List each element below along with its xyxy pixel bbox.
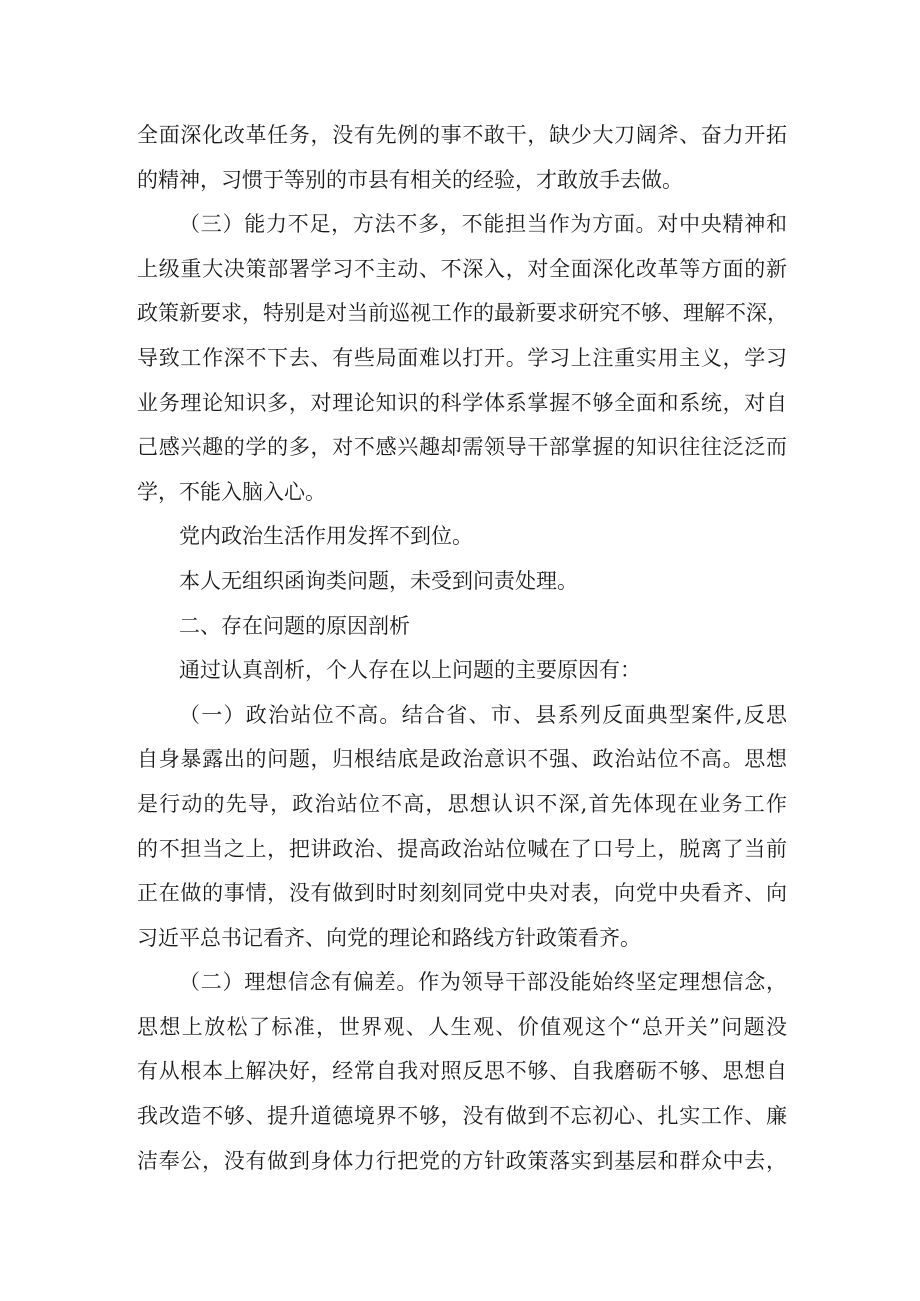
text-line: 全面深化改革任务，没有先例的事不敢干，缺少大刀阔斧、奋力开拓 (137, 123, 787, 147)
text-line: （二）理想信念有偏差。作为领导干部没能始终坚定理想信念， (179, 970, 787, 995)
paragraph-1 (137, 113, 787, 202)
text-line: （三）能力不足，方法不多，不能担当作为方面。对中央精神和 (179, 212, 787, 237)
text-line: 业务理论知识多，对理论知识的科学体系掌握不够全面和系统，对自 (137, 390, 787, 415)
text-line: 思想上放松了标准，世界观、人生观、价值观这个“总开关”问题没 (137, 1014, 787, 1039)
text-line: 导致工作深不下去、有些局面难以打开。学习上注重实用主义，学习 (137, 345, 787, 370)
text-line: 正在做的事情，没有做到时时刻刻同党中央对表，向党中央看齐、向 (137, 881, 787, 906)
text-line: 通过认真剖析，个人存在以上问题的主要原因有： (179, 658, 641, 683)
section-heading (137, 604, 787, 649)
text-line: 本人无组织函询类问题，未受到问责处理。 (179, 568, 578, 593)
paragraph-7 (137, 693, 787, 961)
text-line: 的精神，习惯于等别的市县有相关的经验，才敢放手去做。 (137, 167, 683, 192)
text-line: 的不担当之上，把讲政治、提高政治站位喊在了口号上，脱离了当前 (137, 836, 787, 861)
paragraph-3 (137, 514, 787, 559)
text-line: 学，不能入脑入心。 (137, 479, 326, 504)
text-line: 自身暴露出的问题，归根结底是政治意识不强、政治站位不高。思想 (137, 747, 787, 772)
text-line: 己感兴趣的学的多，对不感兴趣却需领导干部掌握的知识往往泛泛而 (137, 435, 787, 460)
paragraph-6 (137, 648, 787, 693)
text-line: 洁奉公，没有做到身体力行把党的方针政策落实到基层和群众中去， (137, 1148, 787, 1173)
document-body (137, 113, 787, 1183)
text-line: （一）政治站位不高。结合省、市、县系列反面典型案件,反思 (179, 702, 787, 727)
text-line: 有从根本上解决好，经常自我对照反思不够、自我磨砺不够、思想自 (137, 1059, 787, 1084)
text-line: 党内政治生活作用发挥不到位。 (179, 524, 473, 549)
paragraph-4 (137, 559, 787, 604)
text-line: 上级重大决策部署学习不主动、不深入，对全面深化改革等方面的新 (137, 256, 787, 281)
text-line: 习近平总书记看齐、向党的理论和路线方针政策看齐。 (137, 925, 641, 950)
text-line: 二、存在问题的原因剖析 (179, 613, 410, 638)
paragraph-2 (137, 202, 787, 514)
paragraph-8 (137, 960, 787, 1183)
text-line: 我改造不够、提升道德境界不够，没有做到不忘初心、扎实工作、廉 (137, 1104, 787, 1129)
text-line: 是行动的先导，政治站位不高，思想认识不深,首先体现在业务工作 (137, 791, 787, 816)
text-line: 政策新要求，特别是对当前巡视工作的最新要求研究不够、理解不深， (137, 301, 788, 326)
